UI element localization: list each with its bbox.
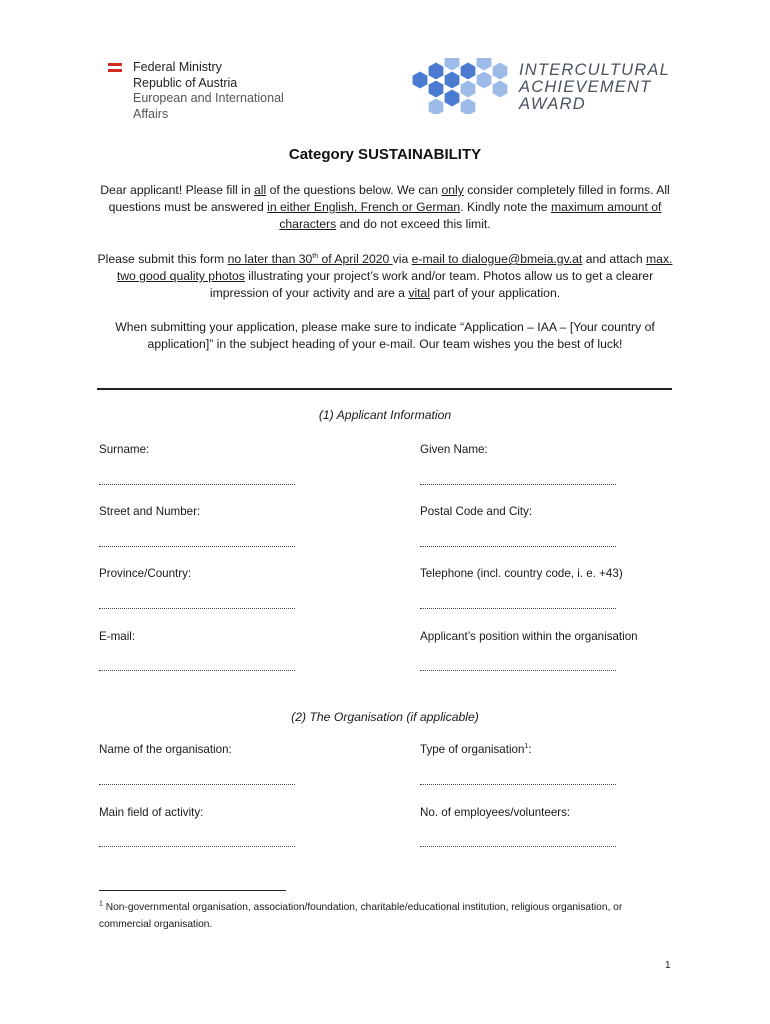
- hexagon-cell-5: [460, 62, 476, 80]
- ministry-line-4: Affairs: [133, 106, 169, 121]
- position-input[interactable]: [420, 670, 616, 671]
- hexagon-cell-9: [492, 62, 508, 80]
- email-label: E-mail:: [99, 630, 136, 643]
- given-name-label: Given Name:: [420, 443, 488, 456]
- intro-paragraph-3: When submitting your application, please make sure to indicate “Application – IAA – [Your country of application]” in the subject heading of your e-mail. Our team wishes you the best of luck!: [115, 320, 655, 352]
- hexagon-cell-7: [476, 71, 492, 89]
- award-hexagon-logo-icon: [402, 58, 512, 114]
- award-line-2: ACHIEVEMENT: [519, 78, 652, 96]
- field-of-activity-input[interactable]: [99, 846, 295, 847]
- street-input[interactable]: [99, 546, 295, 547]
- footnote-divider: [99, 890, 286, 891]
- postal-code-input[interactable]: [420, 546, 616, 547]
- ministry-line-3: European and International: [133, 91, 284, 105]
- hexagon-cell-6: [460, 80, 476, 98]
- ministry-line-1: Federal Ministry: [133, 60, 222, 74]
- intro-paragraph-2: Please submit this form no later than 30th of April 2020 via e-mail to dialogue@bmeia.gv.at and attach max. two good quality photos illustrating your project’s work and/or team. Photos allow us to get a clearer impression of your activity and are a vital part of your application.: [97, 252, 673, 301]
- hexagon-cell-4: [444, 89, 460, 107]
- position-label: Applicant’s position within the organisation: [420, 630, 638, 643]
- austria-flag-icon: [108, 63, 122, 72]
- award-line-1: INTERCULTURAL: [519, 61, 670, 79]
- hexagon-cell-13: [444, 58, 460, 71]
- province-input[interactable]: [99, 608, 295, 609]
- organisation-name-label: Name of the organisation:: [99, 743, 232, 756]
- section-divider: [97, 388, 672, 390]
- hexagon-cell-8: [476, 58, 492, 71]
- surname-input[interactable]: [99, 484, 295, 485]
- surname-label: Surname:: [99, 443, 150, 456]
- award-logo-text: [519, 62, 670, 113]
- telephone-label: Telephone (incl. country code, i. e. +43): [420, 567, 623, 580]
- employees-input[interactable]: [420, 846, 616, 847]
- hexagon-cell-0: [412, 71, 428, 89]
- hexagon-cell-10: [492, 80, 508, 98]
- submission-email-link[interactable]: e-mail to dialogue@bmeia.gv.at: [411, 252, 583, 266]
- organisation-name-input[interactable]: [99, 784, 295, 785]
- employees-label: No. of employees/volunteers:: [420, 806, 571, 819]
- hexagon-cell-12: [460, 98, 476, 114]
- telephone-input[interactable]: [420, 608, 616, 609]
- hexagon-cell-1: [428, 62, 444, 80]
- given-name-input[interactable]: [420, 484, 616, 485]
- field-of-activity-label: Main field of activity:: [99, 806, 204, 819]
- email-input[interactable]: [99, 670, 295, 671]
- street-label: Street and Number:: [99, 505, 201, 518]
- footnote: $^1$ Non-governmental organisation, association/foundation, charitable/educational institution, religious organisation, or commercial organisation.: [99, 900, 623, 930]
- ministry-line-2: Republic of Austria: [133, 75, 238, 90]
- intro-paragraph-1: Dear applicant! Please fill in all of the questions below. We can only consider completely filled in forms. All questions must be answered in either English, French or German. Kindly note the maximum amount of characters and do not exceed this limit.: [100, 183, 670, 232]
- section-organisation-title: (2) The Organisation (if applicable): [291, 710, 479, 724]
- page-number: 1: [665, 960, 671, 971]
- hexagon-cell-11: [428, 98, 444, 114]
- hexagon-cell-2: [428, 80, 444, 98]
- province-label: Province/Country:: [99, 567, 192, 580]
- hexagon-cell-3: [444, 71, 460, 89]
- section-applicant-title: (1) Applicant Information: [318, 408, 452, 422]
- organisation-type-label: Type of organisation$^1$:: [420, 743, 532, 756]
- organisation-type-input[interactable]: [420, 784, 616, 785]
- page-title: Category SUSTAINABILITY: [288, 146, 482, 163]
- postal-code-label: Postal Code and City:: [420, 505, 533, 518]
- award-line-3: AWARD: [519, 95, 586, 113]
